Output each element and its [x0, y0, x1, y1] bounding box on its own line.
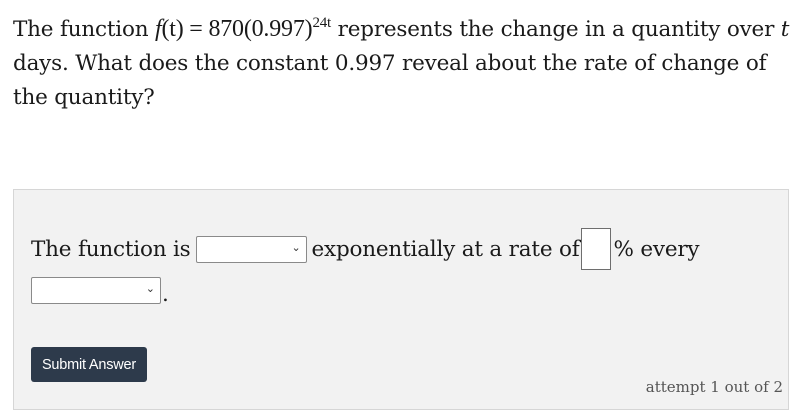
chevron-down-icon: ⌄ — [291, 240, 301, 254]
answer-sentence-continued — [31, 277, 169, 307]
question-text — [13, 12, 793, 115]
sentence-period: . — [162, 282, 169, 307]
function-name: f — [154, 16, 162, 42]
answer-label-start: The function is — [31, 236, 191, 262]
answer-label-end: % every — [613, 236, 700, 262]
submit-answer-button[interactable]: Submit Answer — [31, 347, 147, 382]
direction-select[interactable] — [196, 236, 307, 263]
chevron-down-icon: ⌄ — [145, 282, 155, 295]
answer-label-middle: exponentially at a rate of — [311, 236, 580, 262]
function-exponent: 24t — [312, 15, 332, 31]
question-rest: days. What does the constant 0.997 reveal about the rate of change of the quantity? — [13, 51, 767, 110]
rate-percent-input[interactable] — [581, 228, 611, 270]
question-middle: represents the change in a quantity over — [331, 17, 781, 42]
variable-t: t — [780, 17, 790, 42]
function-expression — [155, 16, 331, 42]
attempt-counter: attempt 1 out of 2 — [645, 378, 783, 396]
time-unit-select[interactable] — [31, 277, 161, 304]
answer-panel — [13, 189, 789, 410]
question-intro: The function — [13, 17, 155, 42]
function-body: (t) = 870(0.997) — [161, 16, 313, 42]
answer-sentence — [31, 228, 699, 270]
